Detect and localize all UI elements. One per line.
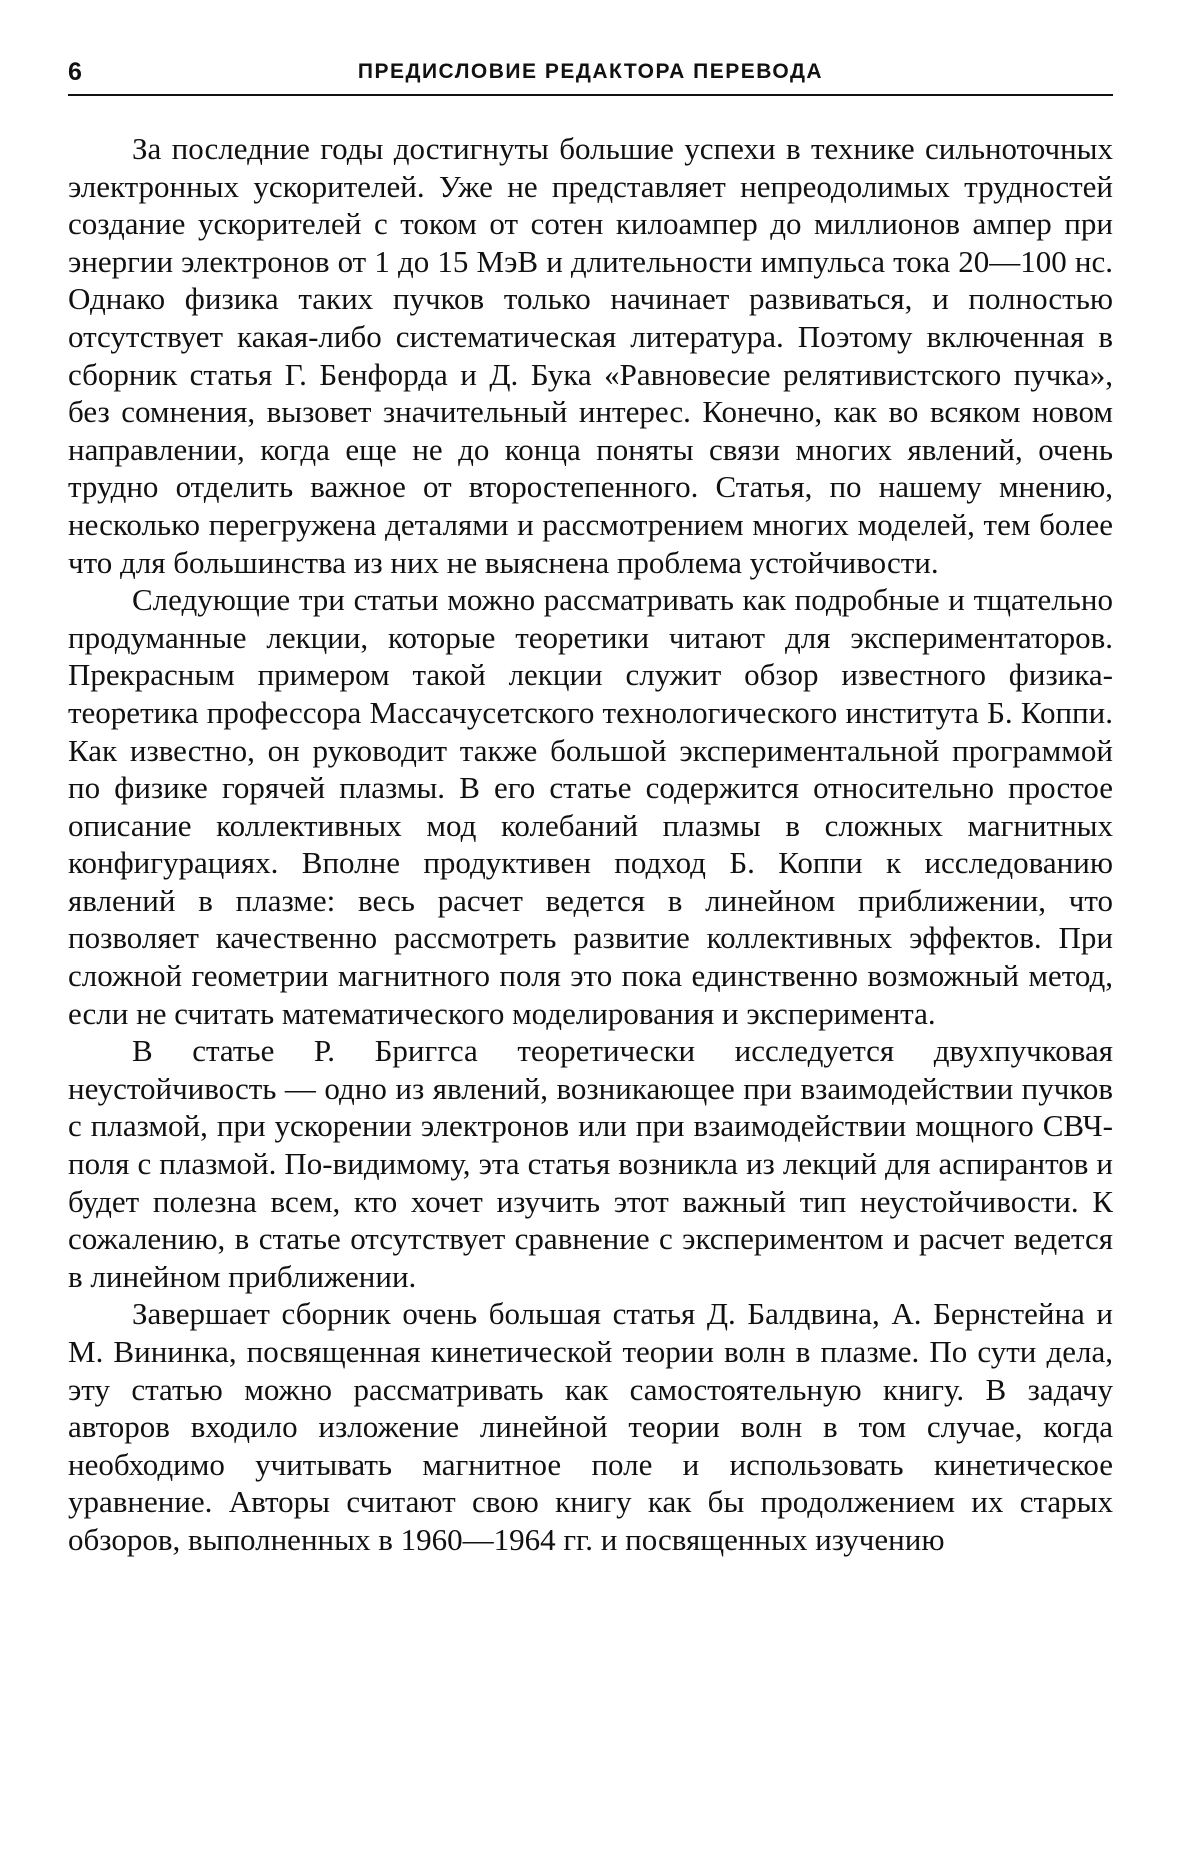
paragraph: В статье Р. Бриггса теоретически исследуется двухпучковая неустойчивость — одно из явлений, возникающее при взаимодействии пучков с плазмой, при ускорении электронов или при взаимодействии мощного СВЧ-поля с плазмой. По-видимому, эта статья возникла из лекций для аспирантов и будет полезна всем, кто хочет изучить этот важный тип неустойчивости. К сожалению, в статье отсутствует сравнение с экспериментом и расчет ведется в линейном приближении. [68, 1033, 1113, 1294]
body-text [68, 130, 1113, 1559]
page-number: 6 [68, 58, 83, 86]
header-rule [68, 94, 1113, 96]
running-title: ПРЕДИСЛОВИЕ РЕДАКТОРА ПЕРЕВОДА [357, 60, 824, 83]
paragraph: За последние годы достигнуты большие успехи в технике сильноточных электронных ускорителей. Уже не представляет непреодолимых трудностей создание ускорителей с током от сотен килоампер до миллионов ампер при энергии электронов от 1 до 15 МэВ и длительности импульса тока 20—100 нс. Однако физика таких пучков только начинает развиваться, и полностью отсутствует какая-либо систематическая литература. Поэтому включенная в сборник статья Г. Бенфорда и Д. Бука «Равновесие релятивистского пучка», без сомнения, вызовет значительный интерес. Конечно, как во всяком новом направлении, когда еще не до конца поняты связи многих явлений, очень трудно отделить важное от второстепенного. Статья, по нашему мнению, несколько перегружена деталями и рассмотрением многих моделей, тем более что для большинства из них не выяснена проблема устойчивости. [68, 131, 1113, 580]
running-head [68, 52, 1113, 92]
paragraph: Завершает сборник очень большая статья Д. Балдвина, А. Бернстейна и М. Вининка, посвященная кинетической теории волн в плазме. По сути дела, эту статью можно рассматривать как самостоятельную книгу. В задачу авторов входило изложение линейной теории волн в том случае, когда необходимо учитывать магнитное поле и использовать кинетическое уравнение. Авторы считают свою книгу как бы продолжением их старых обзоров, выполненных в 1960—1964 гг. и посвященных изучению [68, 1296, 1113, 1557]
paragraph: Следующие три статьи можно рассматривать как подробные и тщательно продуманные лекции, которые теоретики читают для экспериментаторов. Прекрасным примером такой лекции служит обзор известного физика-теоретика профессора Массачусетского технологического института Б. Коппи. Как известно, он руководит также большой экспериментальной программой по физике горячей плазмы. В его статье содержится относительно простое описание коллективных мод колебаний плазмы в сложных магнитных конфигурациях. Вполне продуктивен подход Б. Коппи к исследованию явлений в плазме: весь расчет ведется в линейном приближении, что позволяет качественно рассмотреть развитие коллективных эффектов. При сложной геометрии магнитного поля это пока единственно возможный метод, если не считать математического моделирования и эксперимента. [68, 582, 1113, 1031]
